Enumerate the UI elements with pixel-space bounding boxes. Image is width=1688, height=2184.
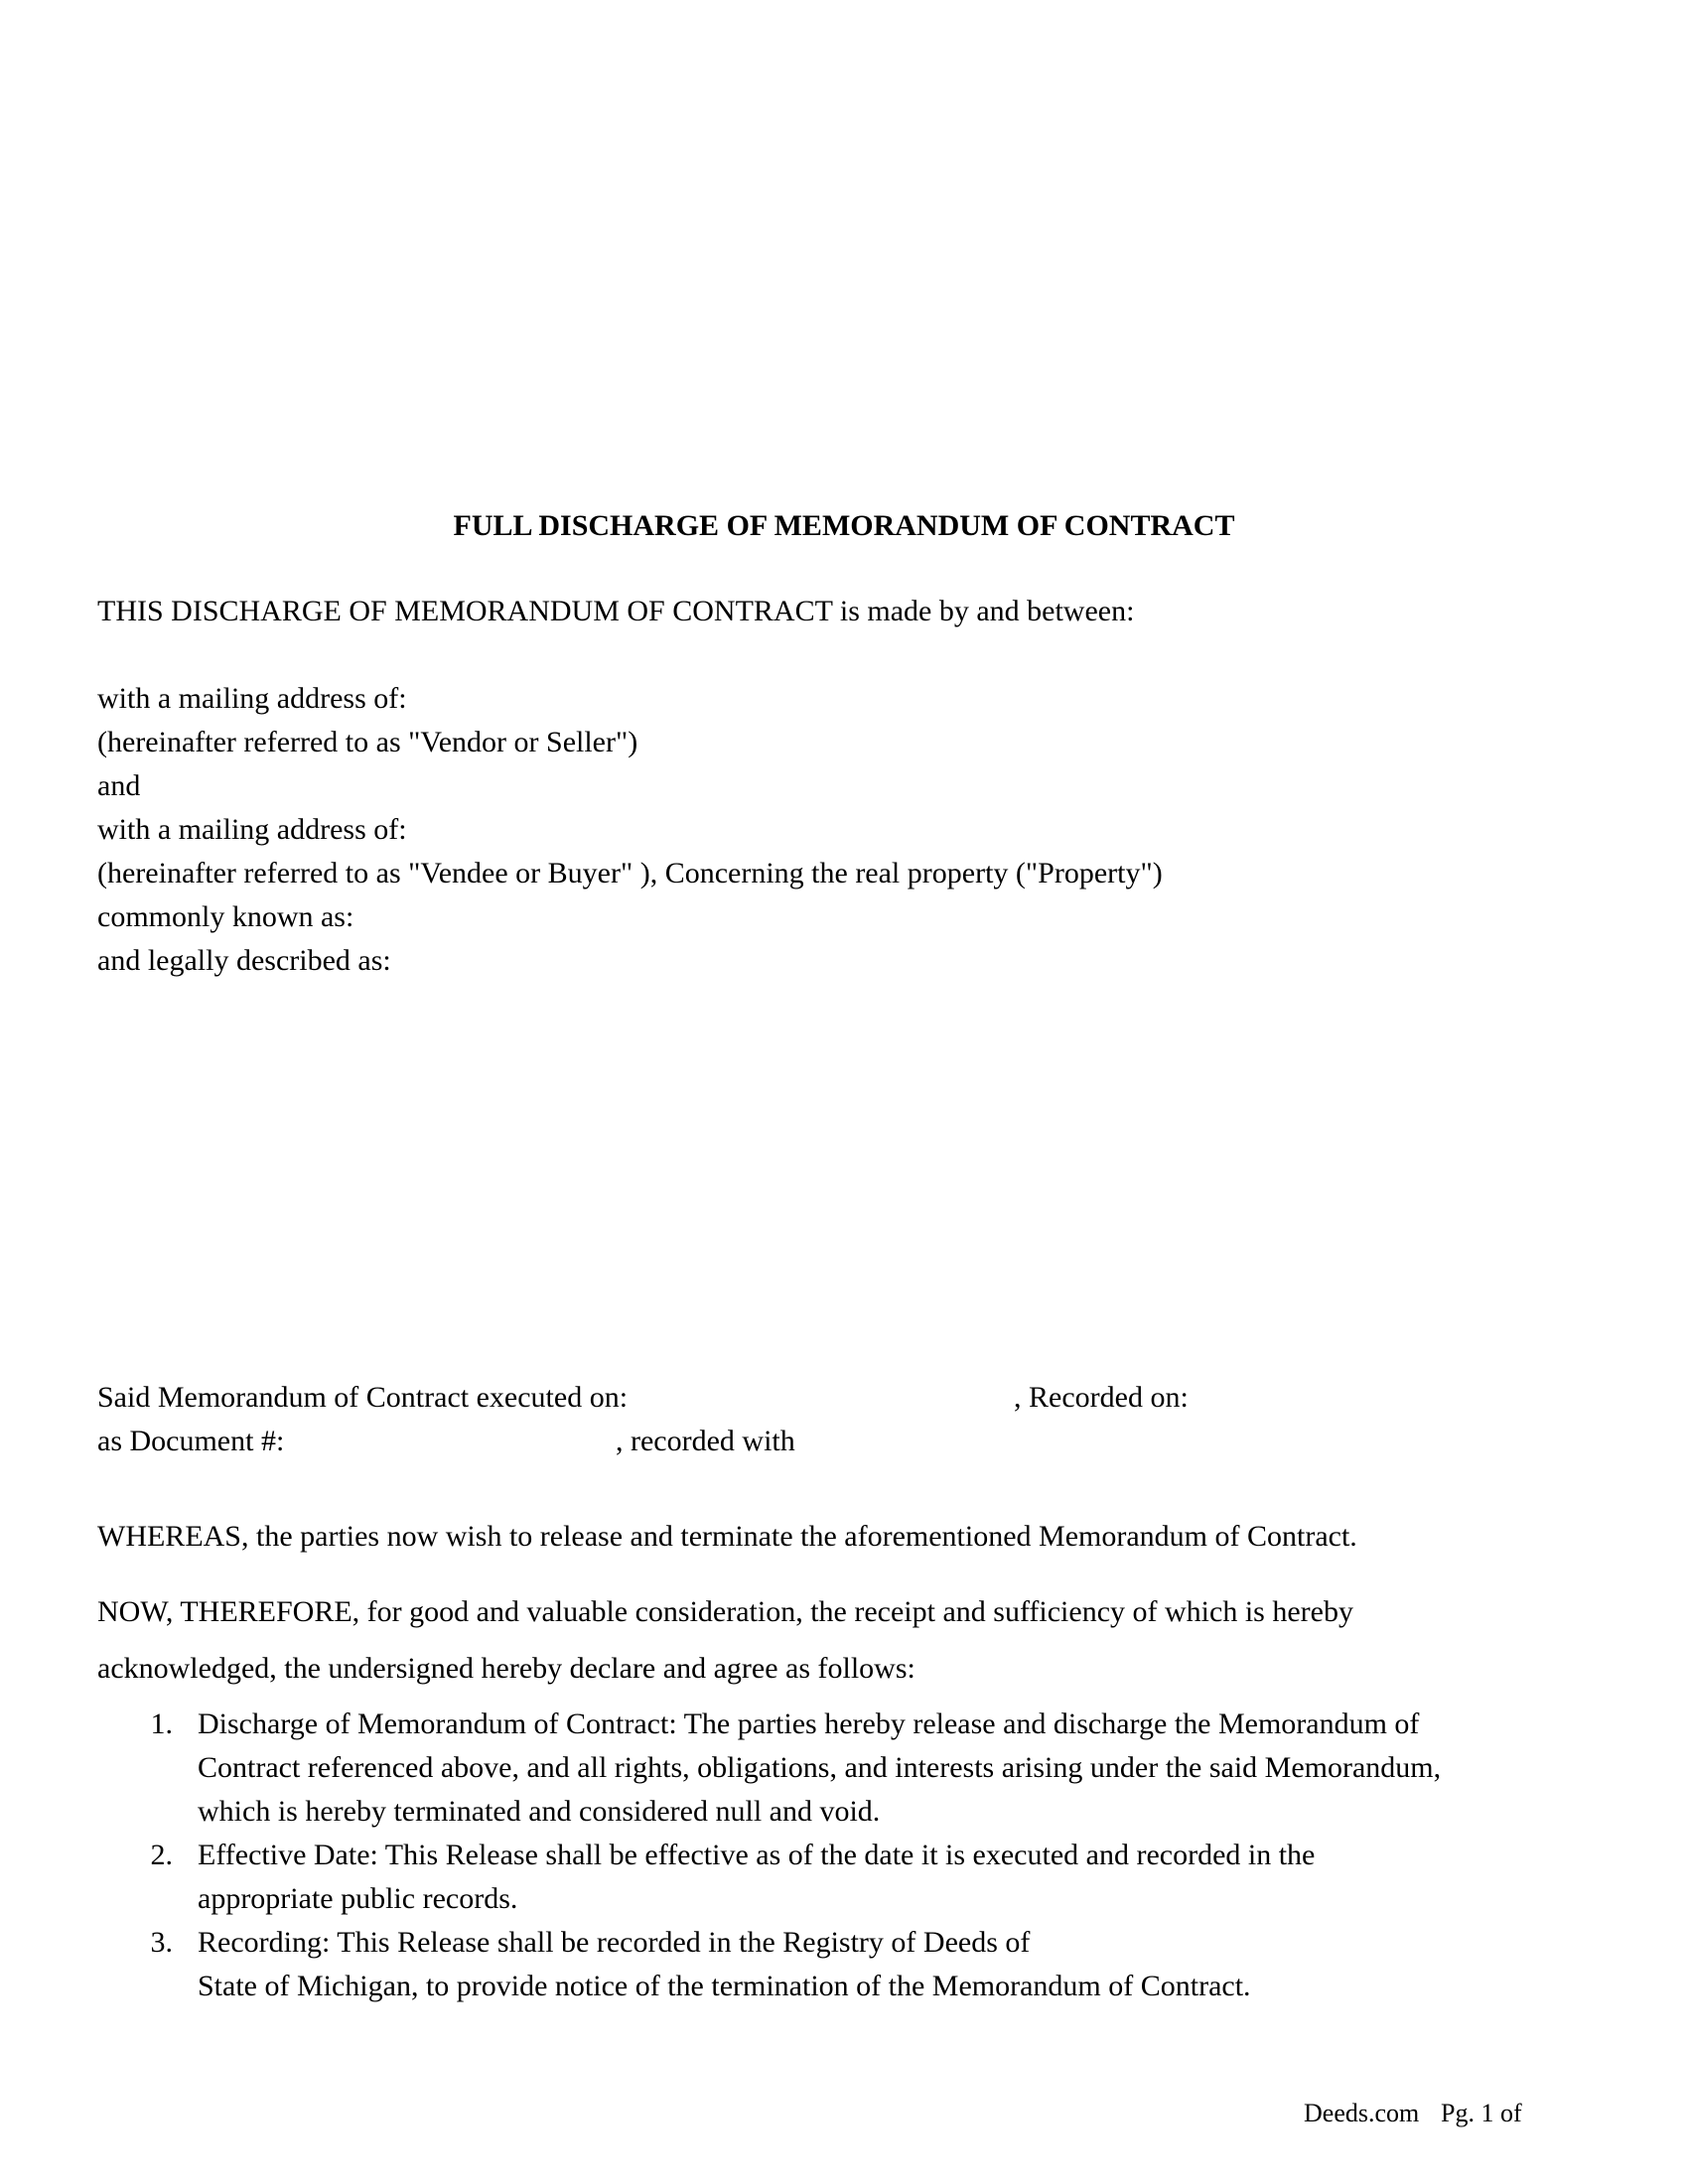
list-item-line: Discharge of Memorandum of Contract: The parties hereby release and discharge the Memorandum of	[198, 1707, 1420, 1740]
list-item-line: which is hereby terminated and considered null and void.	[198, 1795, 881, 1828]
list-item-line: Effective Date: This Release shall be effective as of the date it is executed and recorded in the	[198, 1839, 1316, 1871]
recorded-on-label: , Recorded on:	[1014, 1381, 1189, 1414]
list-item-line: Recording: This Release shall be recorded in the Registry of Deeds of	[198, 1926, 1031, 1959]
vendee-address-label: with a mailing address of:	[97, 813, 407, 846]
intro-paragraph: THIS DISCHARGE OF MEMORANDUM OF CONTRACT is made by and between:	[97, 595, 1135, 627]
and-connector: and	[97, 769, 141, 802]
recorded-with-label: , recorded with	[616, 1425, 795, 1457]
footer-source: Deeds.com	[1304, 2099, 1420, 2127]
list-item-line: State of Michigan, to provide notice of the termination of the Memorandum of Contract.	[198, 1970, 1251, 2002]
list-item-number: 3.	[150, 1926, 173, 1959]
commonly-known-label: commonly known as:	[97, 900, 354, 933]
whereas-clause: WHEREAS, the parties now wish to release and terminate the aforementioned Memorandum of Contract.	[97, 1520, 1357, 1553]
executed-on-label: Said Memorandum of Contract executed on:	[97, 1381, 629, 1414]
document-number-label: as Document #:	[97, 1425, 285, 1457]
list-item-line: appropriate public records.	[198, 1882, 518, 1915]
legally-described-label: and legally described as:	[97, 944, 391, 977]
footer-page-number: Pg. 1 of	[1441, 2099, 1522, 2127]
vendor-address-label: with a mailing address of:	[97, 682, 407, 715]
document-title: FULL DISCHARGE OF MEMORANDUM OF CONTRACT	[453, 509, 1235, 542]
list-item-line: Contract referenced above, and all rights, obligations, and interests arising under the said Memorandum,	[198, 1751, 1442, 1784]
now-therefore-line-1: NOW, THEREFORE, for good and valuable consideration, the receipt and sufficiency of which is hereby	[97, 1595, 1353, 1628]
now-therefore-line-2: acknowledged, the undersigned hereby declare and agree as follows:	[97, 1652, 915, 1685]
list-item-number: 2.	[150, 1839, 173, 1871]
vendee-reference: (hereinafter referred to as "Vendee or Buyer" ), Concerning the real property ("Property")	[97, 857, 1163, 889]
vendor-reference: (hereinafter referred to as "Vendor or Seller")	[97, 726, 638, 758]
list-item-number: 1.	[150, 1707, 173, 1740]
